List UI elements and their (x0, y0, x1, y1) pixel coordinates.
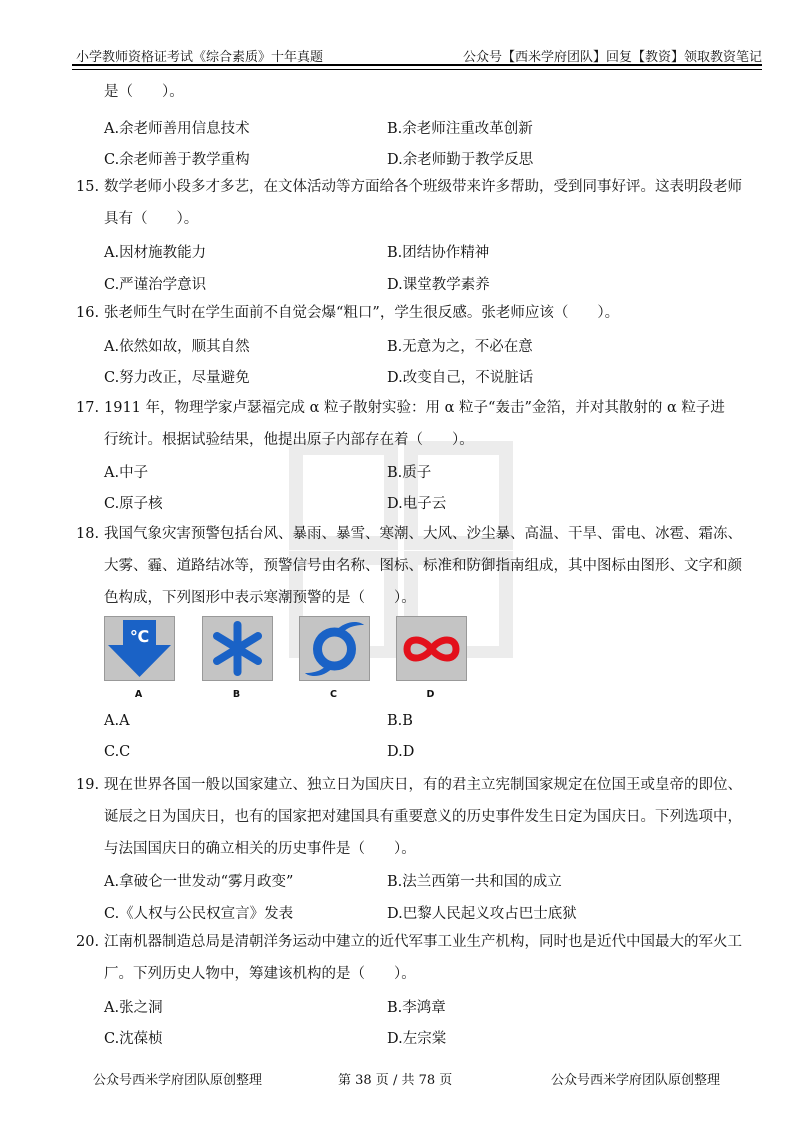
question-text-line: 色构成，下列图形中表示寒潮预警的是（ ）。 (104, 590, 416, 606)
header-divider-thin (72, 69, 762, 70)
question-14-tail (104, 76, 762, 108)
question-text-line: 现在世界各国一般以国家建立、独立日为国庆日，有的君主立宪制国家规定在位国王或皇帝的即位、 (104, 777, 742, 793)
question-number: 17. (76, 400, 100, 416)
question-text-line: 江南机器制造总局是清朝洋务运动中建立的近代军事工业生产机构，同时也是近代中国最大的军火工 (104, 934, 742, 950)
q18-option-b: B.B (387, 713, 413, 729)
header-title: 小学教师资格证考试《综合素质》十年真题 (76, 50, 324, 65)
question-text-line: 与法国国庆日的确立相关的历史事件是（ ）。 (104, 841, 416, 857)
q15-option-d: D.课堂教学素养 (387, 277, 490, 293)
question-text-line: 1911 年，物理学家卢瑟福完成 α 粒子散射实验：用 α 粒子“轰击”金箔，并对其散射的 α 粒子进 (104, 400, 725, 416)
question-text-line: 大雾、霾、道路结冰等，预警信号由名称、图标、标准和防御指南组成，其中图标由图形、文字和颜 (104, 558, 742, 574)
figure-b-label: B (232, 689, 241, 700)
q18-option-d: D.D (387, 744, 415, 760)
question-text-line: 厂。下列历史人物中，筹建该机构的是（ ）。 (104, 966, 416, 982)
typhoon-icon (300, 617, 369, 680)
question-20 (76, 926, 762, 990)
q14-option-c: C.余老师善于教学重构 (104, 152, 250, 168)
question-number: 19. (76, 777, 100, 793)
question-text-line: 我国气象灾害预警包括台风、暴雨、暴雪、寒潮、大风、沙尘暴、高温、干旱、雷电、冰雹、霜冻、 (104, 526, 742, 542)
figure-d-label: D (426, 689, 435, 700)
q20-option-c: C.沈葆桢 (104, 1031, 163, 1047)
figure-c-label: C (330, 689, 337, 700)
q19-option-b: B.法兰西第一共和国的成立 (387, 874, 562, 890)
q19-option-d: D.巴黎人民起义攻占巴士底狱 (387, 906, 577, 922)
q19-option-a: A.拿破仑一世发动“雾月政变” (104, 874, 294, 890)
question-text-line: 数学老师小段多才多艺，在文体活动等方面给各个班级带来许多帮助，受到同事好评。这表明段老师 (104, 179, 742, 195)
figure-b-snow-sign (202, 616, 273, 681)
q17-option-d: D.电子云 (387, 496, 447, 512)
header-divider-thick (72, 64, 762, 66)
q16-option-c: C.努力改正，尽量避免 (104, 370, 250, 386)
q20-option-d: D.左宗棠 (387, 1031, 447, 1047)
q15-option-a: A.因材施教能力 (104, 245, 207, 261)
question-number: 18. (76, 526, 100, 542)
question-number: 15. (76, 179, 100, 195)
q14-option-d: D.余老师勤于教学反思 (387, 152, 534, 168)
page-number: 第 38 页 / 共 78 页 (338, 1073, 453, 1088)
snowflake-icon (203, 617, 272, 680)
q20-option-a: A.张之洞 (104, 1000, 163, 1016)
q16-option-b: B.无意为之，不必在意 (387, 339, 533, 355)
question-text-line: 诞辰之日为国庆日，也有的国家把对建国具有重要意义的历史事件发生日定为国庆日。下列选项中， (104, 809, 742, 825)
question-text-line: 具有（ ）。 (104, 211, 199, 227)
q16-option-a: A.依然如故，顺其自然 (104, 339, 250, 355)
footer-credit-left: 公众号西米学府团队原创整理 (93, 1073, 263, 1088)
figure-a-label: A (134, 689, 143, 700)
thermometer-arrow-icon (105, 617, 174, 680)
q19-option-c: C.《人权与公民权宣言》发表 (104, 906, 294, 922)
q14-option-b: B.余老师注重改革创新 (387, 121, 533, 137)
question-number: 16. (76, 305, 100, 321)
q17-option-a: A.中子 (104, 465, 149, 481)
warning-sign-figures (104, 616, 474, 706)
figure-a-cold-wave-sign (104, 616, 175, 681)
q18-option-c: C.C (104, 744, 131, 760)
q18-option-a: A.A (104, 713, 130, 729)
infinity-haze-icon (397, 617, 466, 680)
q20-option-b: B.李鸿章 (387, 1000, 446, 1016)
q17-option-b: B.质子 (387, 465, 432, 481)
question-number: 20. (76, 934, 100, 950)
question-16 (76, 297, 762, 329)
question-19 (76, 769, 762, 865)
question-text-line: 行统计。根据试验结果，他提出原子内部存在着（ ）。 (104, 432, 474, 448)
footer-credit-right: 公众号西米学府团队原创整理 (551, 1073, 721, 1088)
header-promo: 公众号【西米学府团队】回复【教资】领取教资笔记 (462, 50, 762, 65)
question-15 (76, 171, 762, 235)
question-18 (76, 518, 762, 614)
question-text: 是（ ）。 (104, 84, 184, 100)
degree-celsius-text: ℃ (129, 627, 150, 646)
figure-d-haze-sign (396, 616, 467, 681)
question-17 (76, 392, 762, 456)
figure-c-typhoon-sign (299, 616, 370, 681)
q14-option-a: A.余老师善用信息技术 (104, 121, 250, 137)
q17-option-c: C.原子核 (104, 496, 163, 512)
q16-option-d: D.改变自己，不说脏话 (387, 370, 534, 386)
q15-option-b: B.团结协作精神 (387, 245, 490, 261)
question-text-line: 张老师生气时在学生面前不自觉会爆“粗口”，学生很反感。张老师应该（ ）。 (104, 305, 620, 321)
q15-option-c: C.严谨治学意识 (104, 277, 207, 293)
